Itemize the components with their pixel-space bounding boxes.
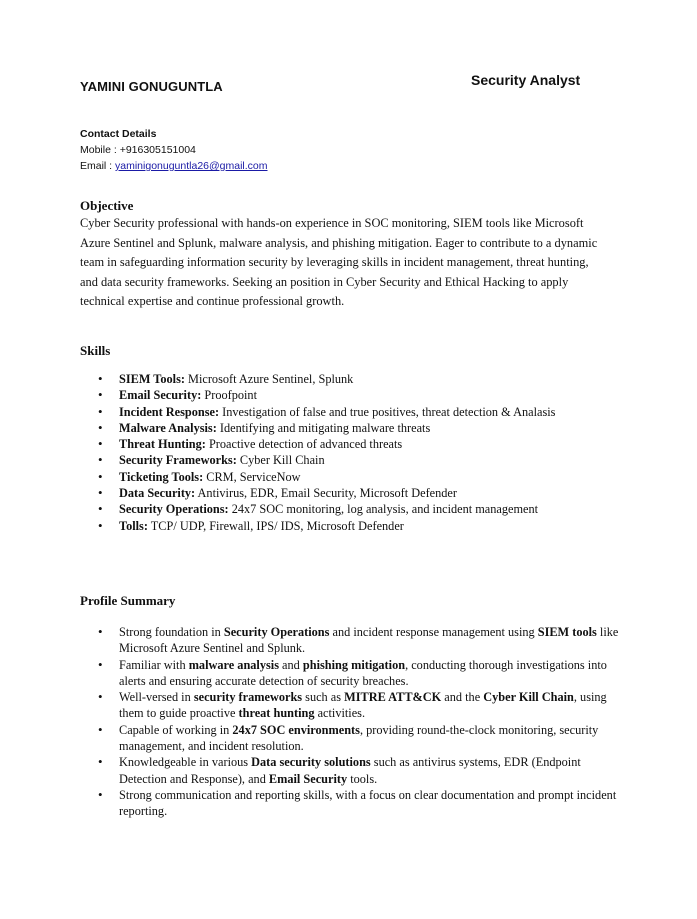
summary-text: and incident response management using (329, 625, 538, 639)
summary-emphasis: security frameworks (193, 690, 303, 705)
skill-value: Investigation of false and true positives, threat detection & Analasis (219, 404, 556, 419)
skill-item (98, 436, 555, 452)
contact-title: Contact Details (80, 128, 157, 140)
summary-emphasis: 24x7 SOC environments (232, 722, 360, 737)
summary-text: activities. (314, 706, 366, 721)
summary-emphasis: Email Security (268, 771, 348, 786)
summary-item (98, 689, 624, 722)
summary-text: Strong foundation in (119, 625, 224, 639)
summary-item (98, 657, 624, 690)
mobile-line (80, 142, 268, 158)
skill-value: CRM, ServiceNow (203, 469, 301, 484)
candidate-name: YAMINI GONUGUNTLA (80, 79, 223, 94)
skill-label: Incident Response: (119, 404, 220, 419)
skill-label: SIEM Tools: (119, 372, 185, 386)
email-label: Email : (80, 160, 116, 172)
skill-label: Malware Analysis: (119, 420, 217, 435)
summary-text: such as (302, 690, 345, 705)
skill-label: Ticketing Tools: (119, 469, 204, 484)
skills-list (98, 371, 555, 534)
skill-item (98, 387, 555, 403)
summary-item (98, 722, 624, 755)
objective-text: Cyber Security professional with hands-on experience in SOC monitoring, SIEM tools like Microsoft Azure Sentinel and Splunk, malware analysis, and phishing mitigation. Eager to contribute to a dynamic team in safeguarding information security by leveraging skills in incident management, threat hunting, and data security frameworks. Seeking an position in Cyber Security and Ethical Hacking to apply technical expertise and continue professional growth. (80, 216, 598, 308)
summary-list (98, 624, 624, 820)
summary-text: like Microsoft Azure Sentinel and Splunk. (119, 625, 619, 656)
skill-label: Tolls: (119, 518, 148, 533)
summary-emphasis: phishing mitigation (302, 657, 406, 672)
summary-emphasis: SIEM tools (537, 625, 597, 639)
skill-label: Security Frameworks: (119, 453, 237, 468)
summary-emphasis: malware analysis (188, 657, 279, 672)
summary-emphasis: MITRE ATT&CK (344, 690, 442, 705)
summary-text: Strong communication and reporting skills, with a focus on clear documentation and prompt incident reporting. (119, 787, 617, 819)
skill-value: Identifying and mitigating malware threats (216, 420, 431, 435)
skill-item (98, 404, 555, 420)
skill-item (98, 518, 555, 534)
summary-text: Well-versed in (119, 690, 194, 705)
summary-text: and (278, 657, 303, 672)
email-line (80, 158, 268, 174)
skill-item (98, 469, 555, 485)
skill-label: Data Security: (119, 486, 196, 501)
mobile-label: Mobile : (80, 144, 120, 156)
job-title: Security Analyst (471, 72, 581, 88)
skill-item (98, 420, 555, 436)
summary-text: Familiar with (119, 657, 189, 672)
summary-item (98, 624, 624, 657)
summary-emphasis: Cyber Kill Chain (483, 690, 574, 705)
summary-emphasis: Security Operations (223, 625, 330, 639)
skill-label: Email Security: (119, 388, 202, 403)
summary-text: Knowledgeable in various (119, 755, 252, 770)
profile-summary-heading: Profile Summary (80, 593, 176, 608)
skill-value: Cyber Kill Chain (236, 453, 325, 468)
skill-item (98, 371, 555, 387)
summary-emphasis: Data security solutions (251, 755, 371, 770)
summary-item (98, 787, 624, 820)
summary-text: such as antivirus systems, EDR (Endpoint Detection and Response), and (119, 755, 581, 786)
skill-label: Threat Hunting: (119, 437, 206, 452)
skill-value: TCP/ UDP, Firewall, IPS/ IDS, Microsoft Defender (147, 518, 404, 533)
contact-details (80, 126, 268, 174)
summary-text: and the (441, 690, 484, 705)
skill-value: 24x7 SOC monitoring, log analysis, and incident management (228, 502, 539, 517)
skill-value: Proactive detection of advanced threats (205, 437, 403, 452)
objective-heading: Objective (80, 198, 134, 213)
skill-value: Antivirus, EDR, Email Security, Microsoft Defender (195, 486, 457, 501)
summary-text: , providing round-the-clock monitoring, security management, and incident resolution. (119, 722, 599, 754)
summary-text: , conducting thorough investigations into alerts and ensuring accurate detection of security breaches. (119, 657, 607, 688)
summary-item (98, 754, 624, 787)
skill-label: Security Operations: (119, 502, 229, 517)
skill-value: Microsoft Azure Sentinel, Splunk (184, 372, 354, 386)
summary-emphasis: threat hunting (238, 706, 315, 721)
skill-value: Proofpoint (201, 388, 257, 403)
summary-text: Capable of working in (119, 722, 233, 737)
skill-item (98, 501, 555, 517)
summary-text: tools. (347, 771, 378, 786)
summary-text: , using them to guide proactive (119, 690, 607, 721)
mobile-number: +916305151004 (119, 144, 196, 156)
skill-item (98, 485, 555, 501)
email-link[interactable]: yaminigonuguntla26@gmail.com (115, 160, 268, 172)
skills-heading: Skills (80, 343, 111, 358)
skill-item (98, 452, 555, 468)
